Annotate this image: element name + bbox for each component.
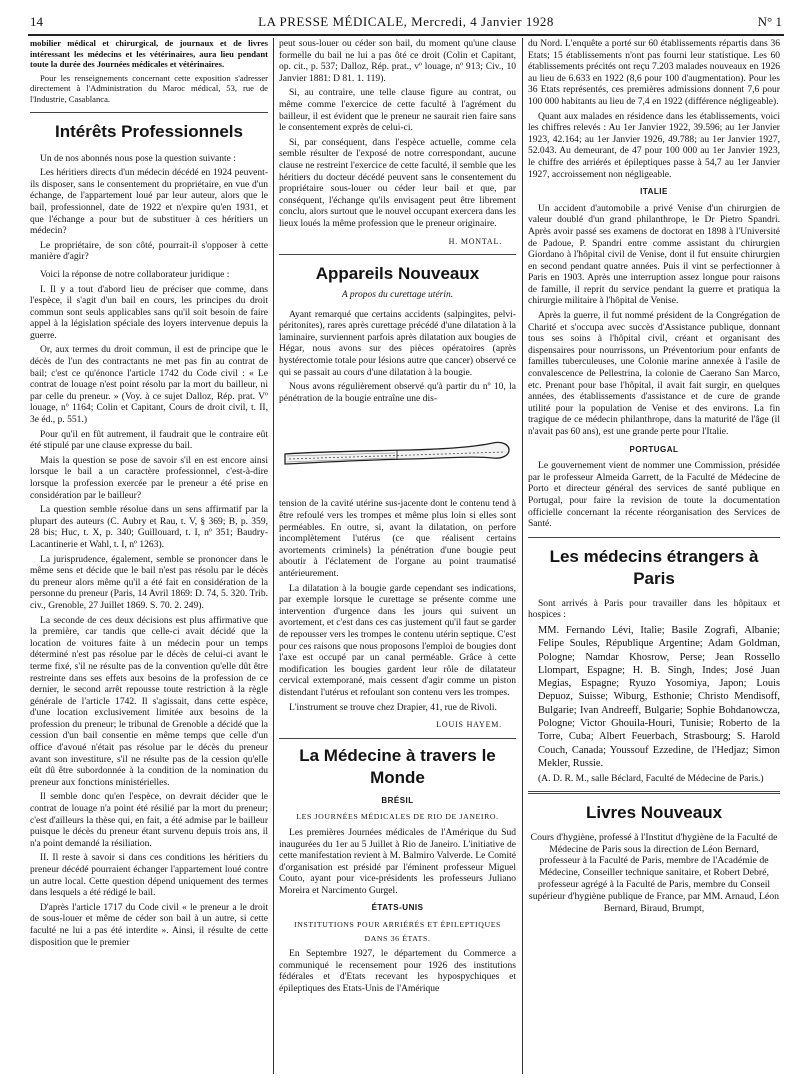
subheading: DANS 36 ÉTATS. — [364, 933, 431, 943]
paragraph: Le gouvernement vient de nommer une Commission, présidée par le professeur Almeida Garrett, de la Faculté de Médecine de Porto et directeur général des services de santé publique en Portugal, pour faire la revision de toute la documentation officielle concernant la récente réorganisation des Services de Santé. — [528, 460, 780, 530]
exposition-text: mobilier médical et chirurgical, de journaux et de livres intéressant les médecins et les vétérinaires, aura lieu pendant toute la durée des Journées médicales et vétérinaires. — [30, 38, 268, 70]
subheading: INSTITUTIONS POUR ARRIÉRÉS ET ÉPILEPTIQUES — [294, 920, 501, 930]
paragraph: Si, par conséquent, dans l'espèce actuelle, comme cela semble résulter de l'exposé de notre correspondant, aucune clause ne restreint l'exercice de cette faculté, il semble que les héritiers du docteur décédé peuvent sans le consentement du propriétaire sous-louer ou céder leur bail et que, par conséquent, l'échange qu'ils envisagent peut être librement conclu, alors surtout que le nouvel occupant exercera dans les lieux loués la même profession que le preneur originaire. — [279, 136, 516, 229]
paragraph: Quant aux malades en résidence dans les établissements, voici les chiffres relevés : Au 1er Janvier 1922, 39.596; au 1er Janvier 1923, 42.164; au 1er Janvier 1926, 49.788; au 1er Janvier 1927, 52.043. Au demeurant, de 47 pour 100 000 au 1er Janvier 1923, le chiffre des arriérés et épileptiques passe à 54,7 au 1er Janvier 1927, accroissement non négligeable. — [528, 110, 780, 180]
section-divider — [279, 738, 516, 739]
paragraph: II. Il reste à savoir si dans ces conditions les héritiers du preneur décédé pourraient échanger l'appartement loué contre un autre local. Cette question dépend uniquement des termes dans lesquels a été rédigé le bail. — [30, 852, 268, 899]
section-subtitle: A propos du curettage utérin. — [341, 290, 454, 301]
issue-number: N° 1 — [757, 14, 782, 29]
country-heading-italie: ITALIE — [640, 187, 668, 197]
section-title-interets: Intérêts Professionnels — [54, 121, 243, 141]
question-paragraph: Le propriétaire, de son côté, pourrait-il s'opposer à cette manière d'agir? — [30, 239, 268, 263]
column-left — [30, 38, 268, 1078]
paragraph: L'instrument se trouve chez Drapier, 41, rue de Rivoli. — [289, 701, 497, 713]
header-rule — [28, 34, 784, 36]
paragraph: En Septembre 1927, le département du Commerce a communiqué le recensement pour 1926 des institutions fédérales et d'Etats recevant les hypospychiques et épileptiques des Etats-Unis de l'Amérique — [279, 948, 516, 995]
paragraph: La question semble résolue dans un sens affirmatif par la plupart des auteurs (C. Aubry et Rau, t. V, § 369; B, p. 359, 28 bis; Huc, t. X, p. 340; Guillouard, t. I, nº 351; Baudry-Lacantinerie et Wahl, t. I, nº 1263). — [30, 504, 268, 550]
paragraph: Ayant remarqué que certains accidents (salpingites, pelvi-péritonites), rares après curettage précédé d'une dilatation à la laminaire, surviennent parfois après dilatation aux bougies de Hégar, nous avons sur des pièces opératoires (après hystérectomie totale pour lésions autre que cancer) observé ce qui se passait au cours d'une dilatation à la bougie. — [279, 308, 516, 378]
paragraph: Si, au contraire, une telle clause figure au contrat, ou même comme l'exercice de cette faculté à l'agrément du bailleur, il est évident que le preneur ne saurait rien faire sans le consentement exprès de celui-ci. — [279, 87, 516, 134]
section-divider — [30, 112, 268, 113]
section-title-appareils: Appareils Nouveaux — [315, 264, 480, 284]
section-divider — [528, 537, 780, 538]
column-right — [528, 38, 780, 1078]
hegar-dilator-illustration — [279, 412, 516, 492]
journal-title: LA PRESSE MÉDICALE, Mercredi, 4 Janvier 1928 — [258, 14, 554, 29]
paragraph: Après la guerre, il fut nommé président de la Congrégation de Charité et s'occupa avec succès d'Assistance publique, donnant tous ses soins à l'hôpital civil, créant et organisant des dispensaires pour nourrissons, un Préventorium pour enfants de familles tuberculeuses, une Colonie marine annexée à l'asile de convalescence de Pellestrina, la colonie de Caerano San Marco, etc. Prenant pour base l'hôpital, il avait fait surgir, en quelques années, des établissements d'assistance et de cure de grande utilité pour la population de Venise et des environs. La fin tragique de ce médecin philanthrope, dans la maturité de l'âge (il n'avait pas 60 ans), est une grande perte pour l'Italie. — [528, 310, 780, 437]
paragraph: La seconde de ces deux décisions est plus affirmative que la première, car tandis que celle-ci avait décidé que la location de voitures faite à un médecin pour un temps déterminé n'est pas résolue par le décès de celui-ci avant le terme fixé, s'il ne résulte pas de la convention qu'elle dût être restreinte dans ses effets aux besoins de la profession de ce dernier, le second arrêt repousse toute restriction à la règle générale de l'article 1742. Il s'agissait, dans cette espèce, d'une location exclusivement limitée aux besoins de la profession du preneur; le tribunal de Grenoble a décidé que la cession d'un bail consentie en même temps que celle d'un office d'avoué n'était pas résolue par le décès du preneur avant son investiture, s'il ne résulte pas de la cession qu'elle eût dû être subordonnée à la condition de la nomination du preneur aux fonctions ministérielles. — [30, 614, 268, 788]
column-divider — [273, 38, 274, 1074]
paragraph: Voici la réponse de notre collaborateur juridique : — [40, 268, 230, 280]
signature: H. MONTAL. — [448, 236, 502, 246]
section-title-medecine: La Médecine à travers le Monde — [299, 745, 496, 787]
paragraph: du Nord. L'enquête a porté sur 60 établissements répartis dans 36 Etats; 15 établissements n'ont pas fourni leur statistique. Les 60 établissements précités ont reçu 7.203 malades nouveaux en 1926 au lieu de 6.633 en 1922 (8,6 pour 100 d'augmentation). Pour les 36 Etats représentés, ces premières admissions donnent 7,6 pour 100 000 habitants au lieu de 7,4 en 1922 (différence négligeable). — [528, 38, 780, 107]
section-title-livres: Livres Nouveaux — [585, 802, 723, 822]
source-note: (A. D. R. M., salle Béclard, Faculté de Médecine de Paris.) — [538, 773, 764, 785]
paragraph: Mais la question se pose de savoir s'il en est encore ainsi lorsque le bail a un caractère professionnel, c'est-à-dire lorsque la profession exercée par le preneur a été prise en considération par le bailleur? — [30, 454, 268, 501]
paragraph: Pour qu'il en fût autrement, il faudrait que le contraire eût été stipulé par une clause expresse du bail. — [30, 428, 268, 452]
page-number: 14 — [30, 14, 43, 29]
paragraph: La jurisprudence, également, semble se prononcer dans le même sens et décide que le bail n'est pas résolu par le décès du preneur alors même qu'il a été fait en considération de la personne du preneur (Paris, 14 Avril 1869: D. 74, 5. 320. Trib. civ., Grenoble, 27 Juillet 1869. S. 70. 2. 249). — [30, 553, 268, 611]
paragraph: Les premières Journées médicales de l'Amérique du Sud inaugurées du 1er au 5 Juillet à Rio de Janeiro. L'initiative de cette manifestation revient à M. Balmiro Valverde. Le Comité d'organisation est présidé par l'éminent professeur Miguel Couto, ayant pour vice-présidents les professeurs Juliano Moreira et Narcimento Gurgel. — [279, 826, 516, 896]
country-heading-usa: ÉTATS-UNIS — [371, 903, 424, 913]
paragraph: Il semble donc qu'en l'espèce, on devrait décider que le contrat de louage n'a point été résilié par la mort du preneur; c'est d'ailleurs la thèse qui, en fait, a été admise par le bailleur puisque le décès du preneur étant survenu depuis trois ans, il n'a point demandé la résiliation. — [30, 791, 268, 849]
exposition-contact: Pour les renseignements concernant cette exposition s'adresser directement à l'Administration du Maroc médical, 53, rue de l'Industrie, Casablanca. — [30, 72, 268, 104]
physician-list: MM. Fernando Lévi, Italie; Basile Zografi, Albanie; Felipe Soules, République Argentine; Adam Goldman, Pologne; Namdar Khosrow, Perse; Jean Rossello Llompart, Espagne; H. B. Singh, Indes; José Juan Megias, Espagne; Ryuzo Yosomiya, Japon; Louis Depuoz, Suisse; Wiburg, Esthonie; Christo Mendisoff, Bulgarie; Ivan Andreeff, Bulgarie; Sophie Bohdanowcza, Pologne; Victor Ghouila-Houri, Tunisie; Roberto de la Torre, Cuba; Albert Feuerbach, Strasbourg; S. Harold Couch, Canada; Youssouf Ezzedine, de l'Hedjaz; Simon Mekler, Russie. — [538, 624, 780, 769]
book-entry: Cours d'hygiène, professé à l'Institut d'hygiène de la Faculté de Médecine de Paris sous la direction de Léon Bernard, professeur à la Faculté de Paris, membre de l'Académie de Médecine, Conseiller technique sanitaire, et Robert Debré, professeur agrégé à la Faculté de Paris, membre du Conseil supérieur d'hygiène publique de France, par MM. Arnaud, Léon Bernard, Biraud, Brumpt, — [528, 831, 780, 914]
paragraph: Nous avons régulièrement observé qu'à partir du nº 10, la pénétration de la bougie entraîne une dis- — [279, 381, 516, 404]
page-header — [30, 14, 782, 32]
paragraph: Un accident d'automobile a privé Venise d'un chirurgien de valeur doublé d'un grand philanthrope, le Dr Pietro Spandri. Après avoir passé ses examens de doctorat en 1898 à l'Université de Padoue, P. Spandri entre comme assistant du chirurgien Giordano à l'hôpital civil de Venise, dont il fut ensuite chirurgien en second pendant quatre années. Puis il vint se perfectionner à Paris en 1903. Après une interruption assez longue pour raisons de famille, il reprit du service pendant la guerre et pratiqua la chirurgie militaire à l'hôpital de Venise. — [528, 202, 780, 307]
paragraph: Un de nos abonnés nous pose la question suivante : — [40, 152, 236, 164]
paragraph: Or, aux termes du droit commun, il est de principe que le décès de l'un des contractants ne met pas fin au contrat de bail; c'est ce qu'énonce l'article 1742 du Code civil : « Le contrat de louage n'est point résolu par la mort du bailleur, ni par celle du preneur. » (Voy. à ce sujet Dalloz, Rép. prat. Vº louage, nº 1164; Colin et Capitant, Cours de droit civil, t. II, 3e éd., p. 551.) — [30, 344, 268, 426]
country-heading-bresil: BRÉSIL — [381, 795, 414, 805]
paragraph: D'après l'article 1717 du Code civil « le preneur a le droit de sous-louer et même de céder son bail à un autre, si cette faculté ne lui a pas été interdite ». Ainsi, il résulte de cette disposition que le premier — [30, 901, 268, 948]
section-title-etrangers: Les médecins étrangers à Paris — [549, 546, 759, 588]
subheading: LES JOURNÉES MÉDICALES DE RIO DE JANEIRO. — [296, 812, 499, 822]
paragraph: Sont arrivés à Paris pour travailler dans les hôpitaux et hospices : — [528, 597, 780, 621]
column-divider — [522, 38, 523, 1074]
paragraph: I. Il y a tout d'abord lieu de préciser que comme, dans l'espèce, il s'agit d'un bail en cours, les principes du droit commun sont seuls applicables sans qu'il soit besoin de faire appel à la législation spéciale des loyers intervenue depuis la guerre. — [30, 283, 268, 341]
paragraph: peut sous-louer ou céder son bail, du moment qu'une clause formelle du bail ne lui a pas ôté ce droit (Colin et Capitant, op. cit., p. 537; Dalloz, Rép. prat., vº louage, nº 913; Civ., 10 Janvier 1881: D 81. 1. 119). — [279, 38, 516, 84]
column-middle — [279, 38, 516, 1078]
country-heading-portugal: PORTUGAL — [629, 444, 679, 454]
section-divider — [279, 254, 516, 255]
paragraph: tension de la cavité utérine sus-jacente dont le contenu tend à être refoulé vers les trompes et même plus loin si elles sont perméables. En outre, si, avant la dilatation, on perfore incomplètement l'utérus (ce que réalisent certains avortements criminels) la pénétration d'une bougie peut aboutir à l'éclatement de l'organe au point traumatisé antérieurement. — [279, 498, 516, 579]
signature: LOUIS HAYEM. — [436, 720, 502, 730]
question-paragraph: Les héritiers directs d'un médecin décédé en 1924 peuvent-ils disposer, sans le consentement du propriétaire, en vue d'un échange, de l'appartement loué par leur auteur, alors que le bail, professionnel, date de 1922 et n'expire qu'en 1931, et que l'échange a pour but de substituer à ces héritiers un médecin? — [30, 167, 268, 237]
section-divider — [528, 791, 780, 794]
paragraph: La dilatation à la bougie garde cependant ses indications, par exemple lorsque le curettage se présente comme une intervention d'urgence dans les jours qui suivent un avortement, et c'est dans ces cas justement qu'il faut se garder de repousser vers les trompes le contenu utérin septique. C'est pour ces raisons que nous proposons l'emploi de bougies dont l'axe est occupé par un canal perméable. Grâce à cette modification les bougies gardent leur rôle de dilatateur cervical extemporané, mais cessent d'agir comme un piston distendant l'utérus et refoulant son contenu vers les trompes. — [279, 582, 516, 698]
